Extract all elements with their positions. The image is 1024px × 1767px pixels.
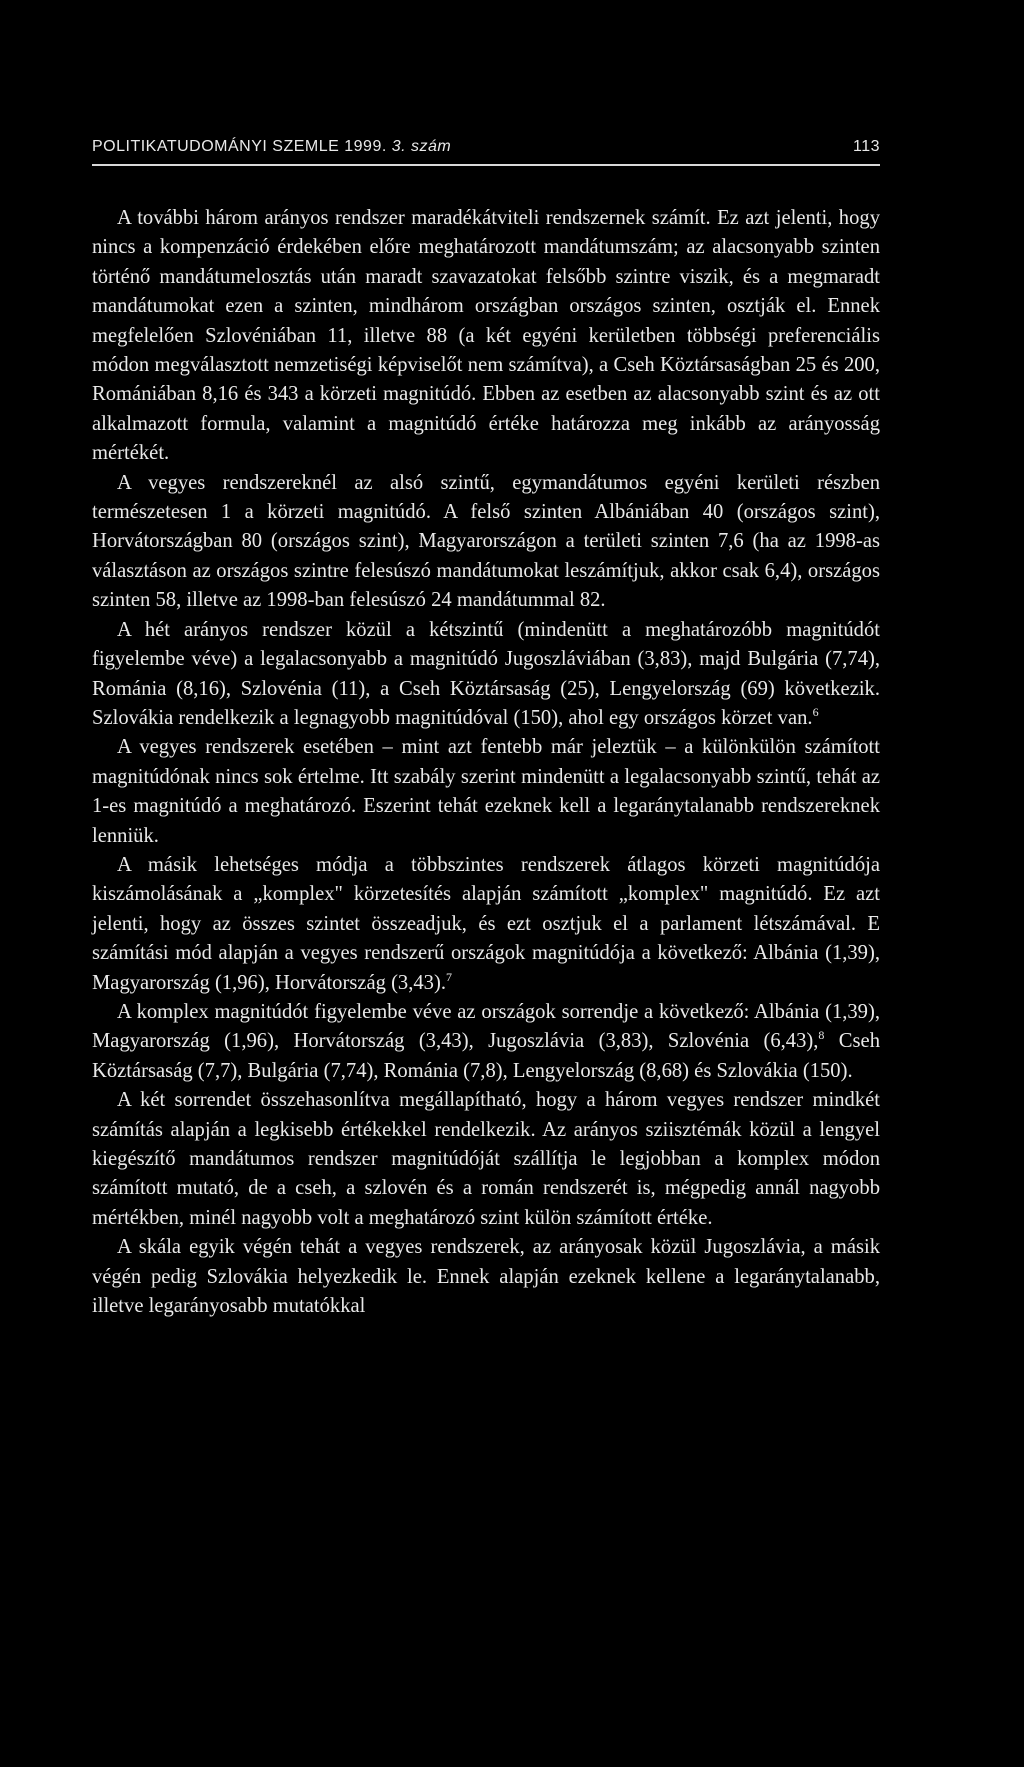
journal-name: POLITIKATUDOMÁNYI SZEMLE 1999. (92, 138, 387, 155)
article-body (92, 204, 880, 1321)
journal-title (92, 138, 451, 156)
paragraph: A két sorrendet összehasonlítva megállapítható, hogy a három vegyes rendszer mindkét számítás alapján a legkisebb értékekkel rendelkezik. Az arányos sziisztémák közül a lengyel kiegészítő mandátumos rendszer magnitúdóját szállítja le legjobban a komplex módon számított mutató, de a cseh, a szlovén és a román rendszerét is, mégpedig annál nagyobb mértékben, minél nagyobb volt a meghatározó szint külön számított értéke. (92, 1089, 880, 1229)
page-number: 113 (852, 138, 880, 155)
footnote-marker: 6 (812, 705, 819, 720)
paragraph: A skála egyik végén tehát a vegyes rendszerek, az arányosak közül Jugoszlávia, a másik végén pedig Szlovákia helyezkedik le. Ennek alapján ezeknek kellene a legaránytalanabb, illetve legarányosabb mutatókkal (92, 1236, 880, 1318)
running-header (92, 128, 880, 166)
paragraph: A további három arányos rendszer maradékátviteli rendszernek számít. Ez azt jelenti, hogy nincs a kompenzáció érdekében előre meghatározott mandátumszám; az alacsonyabb szinten történő mandátumelosztás után maradt szavazatokat felsőbb szintre viszik, és a megmaradt mandátumokat ezen a szinten, mindhárom országban országos szinten, osztják el. Ennek megfelelően Szlovéniában 11, illetve 88 (a két egyéni kerületben többségi preferenciális módon megválasztott nemzetiségi képviselőt nem számítva), a Cseh Köztársaságban 25 és 200, Romániában 8,16 és 343 a körzeti magnitúdó. Ebben az esetben az alacsonyabb szint és az ott alkalmazott formula, valamint a magnitúdó értéke határozza meg inkább az arányosság mértékét. (92, 207, 880, 465)
paragraph: A komplex magnitúdót figyelembe véve az országok sorrendje a következő: Albánia (1,39), Magyarország (1,96), Horvátország (3,43), Jugoszlávia (3,83), Szlovénia (6,43),$^8$ Cseh Köztársaság (7,7), Bulgária (7,74), Románia (7,8), Lengyelország (8,68) és Szlovákia (150). (92, 1000, 880, 1082)
paragraph: A hét arányos rendszer közül a kétszintű (mindenütt a meghatározóbb magnitúdót figyelembe véve) a legalacsonyabb a magnitúdó Jugoszláviában (3,83), majd Bulgária (7,74), Románia (8,16), Szlovénia (11), a Cseh Köztársaság (25), Lengyelország (69) következik. Szlovákia rendelkezik a legnagyobb magnitúdóval (150), ahol egy országos körzet van.$^6$ (92, 618, 880, 729)
paragraph: A másik lehetséges módja a többszintes rendszerek átlagos körzeti magnitúdója kiszámolásának a „komplex" körzetesítés alapján számított „komplex" magnitúdó. Ez azt jelenti, hogy az összes szintet összeadjuk, és ezt osztjuk el a parlament létszámával. E számítási mód alapján a vegyes rendszerű országok magnitúdója a következő: Albánia (1,39), Magyarország (1,96), Horvátország (3,43).$^7$ (92, 853, 880, 994)
paragraph: A vegyes rendszereknél az alsó szintű, egymandátumos egyéni kerületi részben természetesen 1 a körzeti magnitúdó. A felső szinten Albániában 40 (országos szint), Horvátországban 80 (országos szint), Magyarországon a területi szinten 7,6 (ha az 1998-as választáson az országos szintre felesúszó mandátumokat leszámítjuk, akkor csak 6,4), országos szinten 58, illetve az 1998-ban felesúszó 24 mandátummal 82. (92, 471, 880, 612)
paragraph: A vegyes rendszerek esetében – mint azt fentebb már jeleztük – a különkülön számított magnitúdónak nincs sok értelme. Itt szabály szerint mindenütt a legalacsonyabb szintű, tehát az 1-es magnitúdó a meghatározó. Eszerint tehát ezeknek kell a legaránytalanabb rendszereknek lenniük. (92, 736, 880, 847)
issue-number: 3. szám (391, 138, 452, 155)
footnote-marker: 7 (445, 969, 452, 984)
footnote-marker: 8 (818, 1028, 825, 1043)
